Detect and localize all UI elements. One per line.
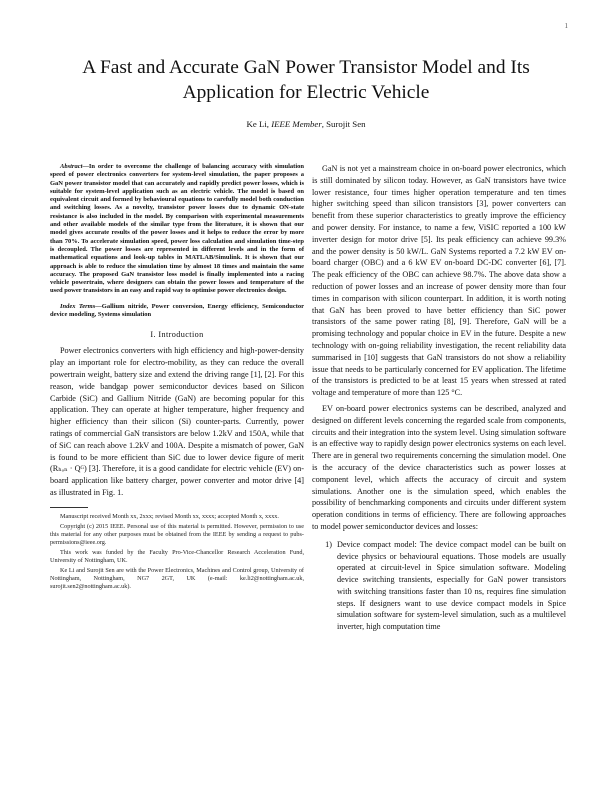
footnote-funding: This work was funded by the Faculty Pro-Vice-Chancellor Research Acceleration Fund, University of Nottingham, UK. [50,548,304,564]
list-item [312,539,566,633]
index-terms-label: Index Terms [60,302,96,310]
intro-paragraph-2: GaN is not yet a mainstream choice in on-board power electronics, which is still dominated by silicon today. However, as GaN transistors have twice lower resistance, four times higher operation temperature and ten times higher switching speed than silicon transistors [3], power converters can benefit from these superior characteristics to greatly improve the efficiency and power density. For instance, to name a few, ViSIC reported a 100 kW inverter design for motor drive [5]. Its peak efficiency can achieve 99.3% and the power density is 50 kW/L. GaN Systems reported a 7.2 kW EV on-board charger (OBC) and a 6 kW EV on-board DC-DC converter [6], [7]. The peak efficiency of the OBC can achieve 98.7%. The above data show a reduction of power losses and an increase of power density more than four times in comparison with silicon counterpart. In addition, it is worth noting that GaN has been proved to have better efficiency than SiC power transistors of the same power rating [8], [9]. Therefore, GaN will be a promising technology and popular choice in EV in the future. Despite a new technology with on-going reliability investigation, the recent reliability data summarised in [10] suggests that GaN transistors do not show a reliability issue that needs to be particularly concerned for EV application. The lifetime of the transistors is predicted to be at least 15 years when stressed at rated voltage and temperature of more than 125 °C. [312,164,566,398]
footnote-manuscript: Manuscript received Month xx, 2xxx; revised Month xx, xxxx; accepted Month x, xxxx. [60,512,279,520]
section-heading-introduction: I. Introduction [150,330,204,340]
footnote-affiliation: Ke Li and Surojit Sen are with the Power Electronics, Machines and Control group, University of Nottingham, Nottingham, NG7 2GT, UK (e-mail: ke.li2@nottingham.ac.uk, surojit.sen2@nottingham.ac.uk). [50,566,304,590]
intro-paragraph-3: EV on-board power electronics systems can be described, analyzed and designed on different levels concerning the regarded scale from components, circuits and their integration into the system level. Using simulation software is an effective way to rapidly design power electronics systems on each level. There are in general two requirements concerning the simulation model. One is the accuracy of the device characteristics such as power losses at component level, which affects the accuracy of circuit and system simulations. Another one is the simulation speed, which enables the possibility of benchmarking components and circuits under different system operation conditions in terms of efficiency. There are following approaches to model power semiconductor devices and losses: [312,403,566,531]
list-item-number: 1) [325,539,332,549]
list-item-text: Device compact model: The device compact model can be built on device physics or behavioural equations. Those models are usually operated at circuit-level in Spice simulation software. Modeling device switching transients, especially for GaN power transistors with switching transitions faster than 10 ns, requires fine simulation steps. If designers want to use device compact models in Spice simulation software for system-level simulation, such as a multilevel inverter, high computation time [337,539,566,632]
abstract-label: Abstract [60,163,83,170]
index-terms [50,303,304,320]
left-column [50,163,304,593]
intro-paragraph-1: Power electronics converters with high efficiency and high-power-density play an important role for electro-mobility, as they can reduce the overall powertrain weight, battery size and extend the driving range [1], [2]. For this reason, wide bandgap power semiconductor devices based on Silicon Carbide (SiC) and Gallium Nitride (GaN) are becoming popular for this application. They can operate at higher temperature, higher frequency and higher efficiency than their silicon (Si) counter-parts. Currently, power ratings of commercial GaN transistors are below 1.2kV and 150A, while that of SiC can reach above 1.2kV and 100A. Despite a mismatch of power, GaN is found to be more efficient than SiC due to lower device figure of merit (Rₕₒₙ · Qᴳ) [3]. Therefore, it is a good candidate for electric vehicle (EV) on-board application like battery charger, power converter and motor drive [4] as illustrated in Fig. 1. [50,346,304,497]
author-membership: IEEE Member [271,119,322,129]
footnote-copyright: Copyright (c) 2015 IEEE. Personal use of this material is permitted. However, permission to use this material for any other purposes must be obtained from the IEEE by sending a request to pubs-permissions@ieee.org. [50,522,304,546]
abstract-text: —In order to overcome the challenge of balancing accuracy with simulation speed of power electronics converters for system-level simulation, the paper proposes a GaN power transistor model that can accurately and rapidly predict power losses, which is suitable for system-level application such as an electric vehicle. The model is based on equivalent circuit and formed by behavioural equations to carefully model both conduction and switching losses. As a novelty, transistor power losses due to dynamic ON-state resistance is also included in the model. By comparison with experimental measurements and other available models of the similar type from the literature, it is shown that our model gives accurate results of the power losses and it helps to reduce the error by more than 70%. To accelerate simulation speed, power loss calculation and simulation time-step is decoupled. The power losses are represented in different levels and in the form of mathematical equations and look-up tables in MATLAB/Simulink. It is shown that our approach is able to reduce the simulation time by almost 18 times and maintain the same accuracy. The proposed GaN transistor loss model is finally implemented into a racing vehicle powertrain, where designers can obtain the power losses and temperature of the used power transistors in an easy and rapid way to optimise power electronics design. [50,163,304,295]
index-terms-text: —Gallium nitride, Power conversion, Energy efficiency, Semiconductor device modeling, Systems simulation [50,302,304,319]
author-line [44,119,568,129]
footnote-divider [50,507,88,508]
author-name-1: Ke Li, [246,119,272,129]
author-name-2: , Surojit Sen [321,119,366,129]
right-column [312,163,566,633]
page-number: 1 [564,22,568,30]
paper-title: A Fast and Accurate GaN Power Transistor Model and Its Application for Electric Vehicle [82,57,530,103]
abstract [50,163,304,296]
